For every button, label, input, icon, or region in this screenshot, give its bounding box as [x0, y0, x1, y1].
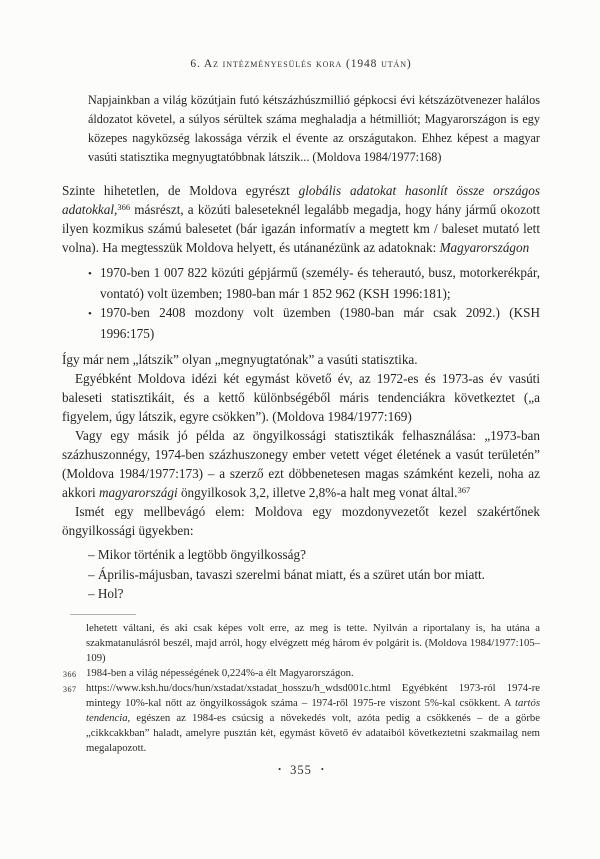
dialogue-text: Hol?: [97, 586, 124, 601]
dialogue-dash: –: [88, 586, 95, 601]
footnote-marker-366: 366: [117, 202, 131, 212]
text-run-italic: tartós tendencia: [86, 696, 540, 724]
list-item: [62, 263, 540, 303]
text-run: öngyilkosok 3,2, illetve 2,8%-a halt meg vonat által.: [177, 485, 458, 500]
quote-text: Napjainkban a világ közútjain futó kétszázhúszmillió gépkocsi évi kétszázötvenezer halálos áldozatot követel, a súlyos sérültek száma meghaladja a hétmilliót; Magyarországon is egy közepes nagyközség lakossága vérzik el évente az országutakon. Ehhez képest a magyar vasúti statisztika megnyugtatóbbnak látszik... (Moldova 1984/1977:168): [88, 93, 540, 164]
dialogue-block: [88, 545, 540, 604]
text-run: másrészt, a közúti baleseteknél legalább megadja, hogy hány jármű okozott ilyen kozmikus számú balesetet (bár igazán informatív a megtett km / baleset mutató lett volna). Ha megtesszük Moldova helyett, és utánanézünk az adatoknak:: [62, 202, 540, 255]
page-number: 355: [290, 762, 312, 777]
text-run: Vagy egy másik jó példa az öngyilkossági statisztikák felhasználása: „1973-ban százhuszonnégy, 1974-ben százhuszonegy ember vetett véget életének a vasút területén” (Moldova 1984/1977:173) – a szerző ezt döbbenetesen magas számként kezeli, noha az akkori: [62, 428, 540, 500]
paragraph-moldova-data: [62, 181, 540, 257]
footnote-text: lehetett váltani, és aki csak képes volt erre, az meg is tette. Nyilván a riportalany is, ha utána a szakmatanulásról beszél, majd arról, hogy elvégzett még három év polgárit is. (Moldova 1984/1977:105–109): [86, 621, 540, 664]
list-item-text: 1970-ben 1 007 822 közúti gépjármű (személy- és teherautó, busz, motorkerékpár, vontató) volt üzemben; 1980-ban már 1 852 962 (KSH 1996:181);: [100, 265, 540, 301]
bullet-icon: •: [88, 308, 92, 320]
footnote-number: 366: [63, 669, 77, 679]
list-item: [62, 303, 540, 343]
dialogue-text: Április-májusban, tavaszi szerelmi bánat miatt, és a szüret után bor miatt.: [97, 566, 485, 582]
dialogue-line: [88, 565, 540, 585]
dialogue-line: [88, 545, 540, 565]
footnote-367: [62, 681, 540, 756]
bullet-icon: •: [88, 268, 92, 280]
dialogue-line: [88, 584, 540, 604]
dialogue-dash: –: [88, 566, 95, 582]
footnote-text: , egészen az 1984-es csúcsig a növekedés volt, azóta pedig a csökkenés – de a görbe „cikkcakkban” haladt, amelyre pusztán két, egymást követő év adataiból következtetni szakmailag nem megalapozott.: [86, 711, 540, 754]
paragraph-latszik: Így már nem „látszik” olyan „megnyugtatónak” a vasúti statisztika.: [62, 352, 418, 367]
text-run: Szinte hihetetlen, de Moldova egyrészt: [62, 183, 299, 198]
footnote-marker-367: 367: [457, 485, 471, 495]
footnote-number: 367: [63, 684, 77, 694]
footnote-366: [62, 666, 540, 681]
footnote-text: 1984-ben a világ népességének 0,224%-a élt Magyarországon.: [86, 666, 354, 679]
text-run-italic: Magyarországon: [439, 240, 530, 255]
paragraph-ismet: Ismét egy mellbevágó elem: Moldova egy mozdonyvezetőt kezel szakértőnek öngyilkossági ügyekben:: [62, 504, 540, 538]
paragraph-ongyilkossag: [62, 426, 540, 502]
paragraph-egyebkent: Egyébként Moldova idézi két egymást követő év, az 1972-es és 1973-as év vasúti baleseti statisztikáit, és a kettő különbségéből máris tendenciákra következtet („a figyelem, úgy látszik, egyre csökken”). (Moldova 1984/1977:169): [62, 371, 540, 424]
footnote-separator: [70, 614, 136, 615]
footnote-url: https://www.ksh.hu/docs/hun/xstadat/xstadat_hosszu/h_wdsd001c.html Egyébként 1973-ról 1974-re mintegy 10%-kal nőtt az öngyilkosságok száma – 1974-ről 1975-re viszont 5%-kal csökkent. A: [86, 681, 540, 709]
running-header: 6. Az intézményesülés kora (1948 után): [190, 58, 412, 70]
ornament-dot: •: [278, 763, 282, 774]
bullet-list: [62, 263, 540, 343]
page-footer: [62, 763, 540, 778]
ornament-dot: •: [320, 763, 324, 774]
footnote-continuation: [62, 621, 540, 666]
text-run-italic: magyarországi: [99, 485, 178, 500]
dialogue-text: Mikor történik a legtöbb öngyilkosság?: [97, 547, 306, 562]
list-item-text: 1970-ben 2408 mozdony volt üzemben (1980-ban már csak 2092.) (KSH 1996:175): [100, 305, 540, 341]
footnotes-block: [62, 621, 540, 756]
dialogue-dash: –: [88, 547, 95, 562]
block-quote: [88, 91, 540, 167]
text-run-italic: globális adatokat hasonlít össze országos adatokkal,: [62, 183, 540, 217]
